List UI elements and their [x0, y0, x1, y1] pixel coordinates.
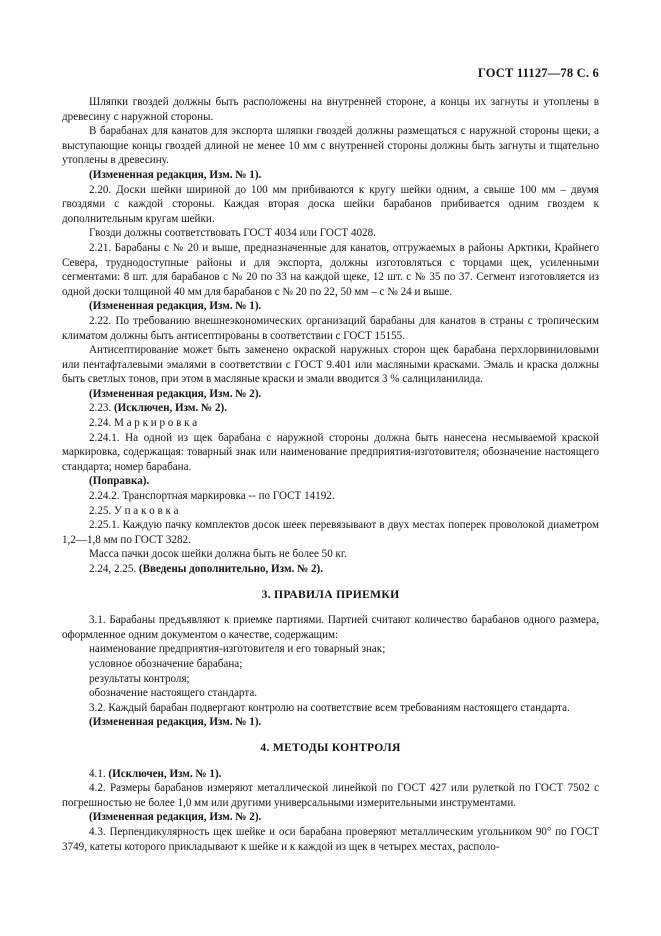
clause-2-21: 2.21. Барабаны с № 20 и выше, предназначенные для канатов, отгружаемых в районы Арктики, Крайнего Севера, труднодоступные районы и для экспорта, должны изготовляться с торцами щек, усиленными сегментами: 8 шт. для барабанов с № 20 по 33 на каждой щеке, 12 шт. с № 35 по 37. Сегмент изготовляется из одной доски толщиной 40 мм для барабанов с № 20 по 22, 50 мм – с № 24 и выше. [62, 241, 599, 298]
clause-2-24-2: 2.24.2. Транспортная маркировка -- по ГОСТ 14192. [89, 490, 335, 503]
edit-note: (Измененная редакция, Изм. № 1). [89, 300, 262, 313]
paragraph: Антисептирование может быть заменено окраской наружных сторон щек барабана перхлорвиниловыми или пентафталевыми эмалями в соответствии с ГОСТ 9.401 или масляными красками. Эмаль и краска должны быть светлых тонов, при этом в масляные краски и эмали вводится 3 % салициланилида. [62, 344, 599, 386]
edit-note: (Измененная редакция, Изм. № 2). [89, 387, 262, 400]
clause-2-24-1: 2.24.1. На одной из щек барабана с наружной стороны должна быть нанесена несмываемой краской маркировка, содержащая: товарный знак или наименование предприятия-изготовителя; обозначение настоящего стандарта; номер барабана. [62, 431, 599, 473]
clause-4-2: 4.2. Размеры барабанов измеряют металлической линейкой по ГОСТ 427 или рулеткой по ГОСТ 7502 с погрешностью не более 1,0 мм или другими универсальными измерительными инструментами. [62, 782, 599, 809]
clause-2-24: 2.24. М а р к и р о в к а [89, 417, 198, 430]
clause-2-20: 2.20. Доски шейки шириной до 100 мм прибиваются к кругу шейки одним, а свыше 100 мм – двумя гвоздями с каждой стороны. Каждая вторая доска шейки барабанов прибивается одним гвоздем к дополнительным кругам шейки. [62, 183, 599, 225]
clause-2-22: 2.22. По требованию внешнеэкономических организаций барабаны для канатов в страны с тропическим климатом должны быть антисептированы в соответствии с ГОСТ 15155. [62, 314, 599, 342]
clause-4-1: 4.1. (Исключен, Изм. № 1). [89, 767, 222, 780]
list-item: результаты контроля; [89, 672, 190, 685]
paragraph: В барабанах для канатов для экспорта шляпки гвоздей должны размещаться с наружной стороны щеки, а выступающие концы гвоздей длиной не менее 10 мм с внутренней стороны должны быть загнуты и тщательно утоплены в древесину. [62, 125, 599, 167]
section-title: 3. ПРАВИЛА ПРИЕМКИ [261, 587, 400, 601]
clause-2-23: 2.23. (Исключен, Изм. № 2). [89, 402, 227, 415]
edit-note: (Измененная редакция, Изм. № 2). [89, 811, 262, 824]
intro-note: 2.24, 2.25. (Введены дополнительно, Изм. № 2). [89, 563, 324, 575]
edit-note: (Измененная редакция, Изм. № 1). [89, 168, 262, 181]
clause-4-3: 4.3. Перпендикулярность щек шейке и оси барабана проверяют металлическим угольником 90° по ГОСТ 3749, катеты которого прикладывают к шейке и к каждой из щек в четырех местах, располо- [62, 825, 599, 853]
page-header: ГОСТ 11127—78 С. 6 [477, 66, 599, 80]
paragraph: Гвозди должны соответствовать ГОСТ 4034 или ГОСТ 4028. [89, 227, 376, 240]
list-item: наименование предприятия-изготовителя и его товарный знак; [89, 643, 386, 656]
section-title: 4. МЕТОДЫ КОНТРОЛЯ [260, 740, 401, 754]
clause-3-2: 3.2. Каждый барабан подвергают контролю на соответствие всем требованиям настоящего стандарта. [89, 701, 570, 714]
list-item: условное обозначение барабана; [89, 657, 243, 670]
correction-note: (Поправка). [89, 475, 150, 488]
list-item: обозначение настоящего стандарта. [89, 687, 258, 700]
clause-2-25: 2.25. У п а к о в к а [89, 504, 179, 517]
document-body [62, 95, 599, 854]
paragraph: Масса пачки досок шейки должна быть не более 50 кг. [89, 548, 347, 561]
paragraph: Шляпки гвоздей должны быть расположены на внутренней стороне, а концы их загнуты и утоплены в древесину с наружной стороны. [62, 96, 599, 123]
edit-note: (Измененная редакция, Изм. № 1). [89, 716, 262, 729]
clause-3-1: 3.1. Барабаны предъявляют к приемке партиями. Партией считают количество барабанов одного размера, оформленное одним документом о качестве, содержащим: [62, 614, 599, 641]
clause-2-25-1: 2.25.1. Каждую пачку комплектов досок шеек перевязывают в двух местах поперек проволокой диаметром 1,2—1,8 мм по ГОСТ 3282. [62, 519, 599, 546]
